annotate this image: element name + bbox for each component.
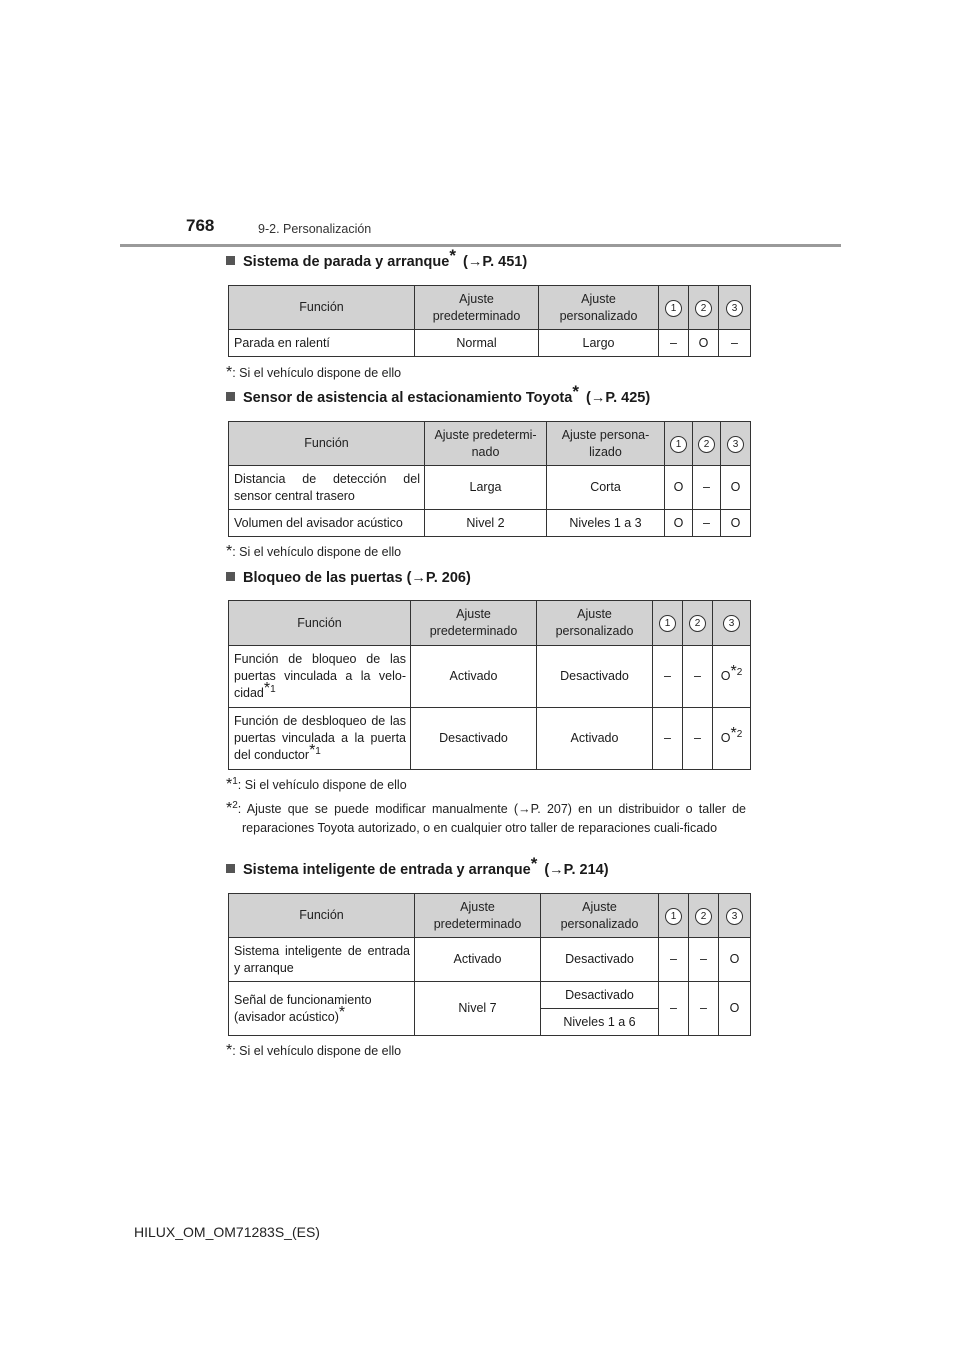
bullet-square-icon bbox=[226, 864, 235, 873]
circled-1-icon: 1 bbox=[670, 436, 687, 453]
document-code: HILUX_OM_OM71283S_(ES) bbox=[134, 1224, 320, 1240]
circled-2-icon: 2 bbox=[695, 908, 712, 925]
table-stop-start bbox=[228, 285, 751, 357]
col-header-custom: Ajuste personalizado bbox=[539, 286, 659, 330]
page-reference: (→P. 214) bbox=[544, 862, 609, 878]
bullet-square-icon bbox=[226, 256, 235, 265]
circled-3-icon: 3 bbox=[726, 300, 743, 317]
table-row: Señal de funcionamiento (avisador acústico)* Nivel 7 Desactivado – – O bbox=[229, 982, 751, 1009]
heading-parking-sensor: Sensor de asistencia al estacionamiento Toyota* (→P. 425) bbox=[226, 390, 650, 406]
col-header-function: Función bbox=[229, 894, 415, 938]
circled-2-icon: 2 bbox=[695, 300, 712, 317]
col-header-default: Ajuste predeterminado bbox=[415, 286, 539, 330]
footnote: *$^2$: Ajuste que se puede modificar manualmente (→P. 207) en un distribuidor o taller de reparaciones Toyota autorizado, o en cualquier otro taller de reparaciones cuali-ficado bbox=[226, 799, 746, 835]
table-smart-entry bbox=[228, 893, 751, 1036]
table-parking-sensor bbox=[228, 421, 751, 537]
circled-1-icon: 1 bbox=[665, 300, 682, 317]
circled-1-icon: 1 bbox=[665, 908, 682, 925]
table-row: Distancia de detección del sensor central trasero Larga Corta O – O bbox=[229, 466, 751, 510]
col-header-function: Función bbox=[229, 422, 425, 466]
col-header-function: Función bbox=[229, 601, 411, 646]
col-header-custom: Ajuste personalizado bbox=[537, 601, 653, 646]
col-header-default: Ajuste predeterminado bbox=[411, 601, 537, 646]
header-rule bbox=[120, 244, 841, 247]
col-header-custom: Ajuste personalizado bbox=[541, 894, 659, 938]
footnote: *: Si el vehículo dispone de ello bbox=[226, 1042, 402, 1059]
col-header-custom: Ajuste persona-lizado bbox=[547, 422, 665, 466]
table-row: Parada en ralentí Normal Largo – O – bbox=[229, 330, 751, 357]
col-header-default: Ajuste predetermi-nado bbox=[425, 422, 547, 466]
table-row: Función de desbloqueo de las puertas vinculada a la puerta del conductor*$^1$ Desactivado Activado – – O*$^2$ bbox=[229, 708, 751, 770]
heading-stop-start: Sistema de parada y arranque* (→P. 451) bbox=[226, 254, 527, 270]
page-reference: (→P. 206) bbox=[406, 570, 471, 586]
page-reference: (→P. 425) bbox=[585, 390, 651, 406]
circled-2-icon: 2 bbox=[698, 436, 715, 453]
section-title: 9-2. Personalización bbox=[258, 222, 372, 236]
bullet-square-icon bbox=[226, 392, 235, 401]
table-row: Niveles 1 a 6 bbox=[229, 1009, 751, 1036]
circled-3-icon: 3 bbox=[726, 908, 743, 925]
footnote: *: Si el vehículo dispone de ello bbox=[226, 543, 402, 560]
bullet-square-icon bbox=[226, 572, 235, 581]
col-header-default: Ajuste predeterminado bbox=[415, 894, 541, 938]
heading-door-lock: Bloqueo de las puertas (→P. 206) bbox=[226, 570, 471, 586]
footnote: *: Si el vehículo dispone de ello bbox=[226, 364, 402, 381]
table-row: Función de bloqueo de las puertas vinculada a la velo-cidad*$^1$ Activado Desactivado – – O*$^2$ bbox=[229, 646, 751, 708]
page-number: 768 bbox=[186, 216, 215, 235]
table-door-lock bbox=[228, 600, 751, 770]
footnote: *$^1$: Si el vehículo dispone de ello bbox=[226, 775, 407, 793]
heading-smart-entry: Sistema inteligente de entrada y arranque* (→P. 214) bbox=[226, 862, 609, 878]
table-row: Sistema inteligente de entrada y arranque Activado Desactivado – – O bbox=[229, 938, 751, 982]
page-reference: (→P. 451) bbox=[462, 254, 528, 270]
circled-3-icon: 3 bbox=[723, 615, 740, 632]
table-row: Volumen del avisador acústico Nivel 2 Niveles 1 a 3 O – O bbox=[229, 510, 751, 537]
circled-2-icon: 2 bbox=[689, 615, 706, 632]
circled-3-icon: 3 bbox=[727, 436, 744, 453]
col-header-function: Función bbox=[229, 286, 415, 330]
circled-1-icon: 1 bbox=[659, 615, 676, 632]
